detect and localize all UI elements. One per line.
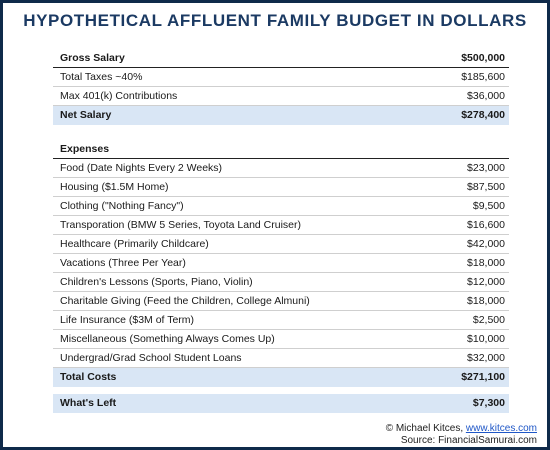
gross-salary-amount: $500,000 [461,52,505,64]
table-row [53,292,509,311]
gross-salary-row [53,49,509,68]
row-label: Undergrad/Grad School Student Loans [60,352,242,364]
row-amount: $87,500 [467,181,505,193]
expenses-table [53,140,509,387]
credit-line-author [386,423,537,435]
gross-salary-label: Gross Salary [60,52,125,64]
row-amount: $18,000 [467,295,505,307]
credit-line-source: Source: FinancialSamurai.com [400,435,537,446]
row-amount: $12,000 [467,276,505,288]
total-costs-amount: $271,100 [461,371,505,383]
whats-left-amount: $7,300 [472,397,505,409]
row-amount: $2,500 [472,314,505,326]
table-row [53,216,509,235]
row-label: Vacations (Three Per Year) [60,257,186,269]
net-salary-row [53,106,509,125]
row-amount: $42,000 [467,238,505,250]
table-row [53,87,509,106]
row-label: Miscellaneous (Something Always Comes Up) [60,333,275,345]
row-label: Food (Date Nights Every 2 Weeks) [60,162,223,174]
row-label: Clothing ("Nothing Fancy") [60,200,184,212]
row-amount: $32,000 [467,352,505,364]
table-row [53,159,509,178]
table-row [53,197,509,216]
row-label: Healthcare (Primarily Childcare) [60,238,209,250]
total-costs-label: Total Costs [60,371,117,383]
row-label: Life Insurance ($3M of Term) [60,314,195,326]
table-row [53,235,509,254]
income-table [53,49,509,125]
total-costs-row [53,368,509,387]
whats-left-row [53,394,509,413]
table-row [53,273,509,292]
kitces-link[interactable]: www.kitces.com [465,423,537,434]
credit-author: © Michael Kitces, [385,423,466,434]
table-row [53,68,509,87]
table-row [53,330,509,349]
row-label: Housing ($1.5M Home) [60,181,169,193]
whats-left-label: What's Left [60,397,117,409]
table-row [53,311,509,330]
page-title: HYPOTHETICAL AFFLUENT FAMILY BUDGET IN DOLLARS [23,11,527,30]
row-amount: $9,500 [472,200,505,212]
row-amount: $16,600 [467,219,505,231]
row-label: Transporation (BMW 5 Series, Toyota Land Cruiser) [60,219,302,231]
table-row [53,254,509,273]
row-amount: $185,600 [461,71,505,83]
row-label: Charitable Giving (Feed the Children, College Almuni) [60,295,310,307]
expenses-header-label: Expenses [60,143,110,155]
net-salary-label: Net Salary [60,109,112,121]
whats-left-table [53,394,509,413]
row-label: Total Taxes ~40% [60,71,143,83]
expenses-header-row [53,140,509,159]
table-row [53,349,509,368]
row-amount: $36,000 [467,90,505,102]
credit [386,423,537,447]
row-label: Max 401(k) Contributions [60,90,178,102]
table-row [53,178,509,197]
row-amount: $18,000 [467,257,505,269]
row-amount: $23,000 [467,162,505,174]
net-salary-amount: $278,400 [461,109,505,121]
row-label: Children's Lessons (Sports, Piano, Violin) [60,276,253,288]
row-amount: $10,000 [467,333,505,345]
